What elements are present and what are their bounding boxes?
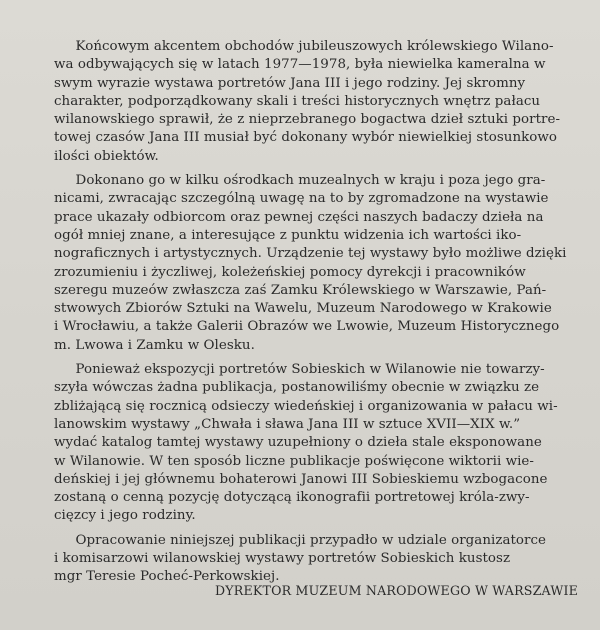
text-line: i Wrocławiu, a także Galerii Obrazów we Lwowie, Muzeum Historycznego: [54, 319, 560, 335]
text-line: Dokonano go w kilku ośrodkach muzealnych w kraju i poza jego gra-: [54, 173, 546, 189]
text-line: szeregu muzeów zwłaszcza zaś Zamku Królewskiego w Warszawie, Pań-: [54, 282, 547, 298]
paragraph-2: [54, 172, 566, 355]
text-line: m. Lwowa i Zamku w Olesku.: [54, 337, 255, 353]
text-line: Ponieważ ekspozycji portretów Sobieskich w Wilanowie nie towarzy-: [54, 362, 545, 378]
text-line: prace ukazały odbiorcom oraz pewnej części naszych badaczy dzieła na: [54, 209, 544, 225]
text-line: zrozumieniu i życzliwej, koleżeńskiej pomocy dyrekcji i pracowników: [54, 264, 526, 280]
text-line: lanowskim wystawy „Chwała i sława Jana III w sztuce XVII—XIX w.”: [54, 416, 521, 432]
text-line: wilanowskiego sprawił, że z nieprzebranego bogactwa dzieł sztuki portre-: [54, 112, 561, 128]
text-line: cięzcy i jego rodziny.: [54, 508, 196, 524]
text-line: nograficznych i artystycznych. Urządzenie tej wystawy było możliwe dzięki: [54, 246, 567, 262]
text-line: stwowych Zbiorów Sztuki na Wawelu, Muzeum Narodowego w Krakowie: [54, 301, 552, 317]
text-line: Opracowanie niniejszej publikacji przypadło w udziale organizatorce: [54, 532, 546, 548]
text-line: Końcowym akcentem obchodów jubileuszowych królewskiego Wilano-: [54, 39, 554, 54]
text-line: ogół mniej znane, a interesujące z punktu widzenia ich wartości iko-: [54, 227, 522, 243]
text-line: charakter, podporządkowany skali i treści historycznych wnętrz pałacu: [54, 93, 541, 109]
text-line: towej czasów Jana III musiał być dokonany wybór niewielkiej stosunkowo: [54, 130, 558, 146]
text-line: szyła wówczas żadna publikacja, postanowiliśmy obecnie w związku ze: [54, 380, 540, 396]
text-line: w Wilanowie. W ten sposób liczne publikacje poświęcone wiktorii wie-: [54, 453, 534, 469]
text-line: swym wyrazie wystawa portretów Jana III i jego rodziny. Jej skromny: [54, 75, 526, 91]
text-line: wydać katalog tamtej wystawy uzupełniony o dzieła stale eksponowane: [54, 435, 542, 451]
text-line: wa odbywających się w latach 1977—1978, była niewielka kameralna w: [54, 57, 546, 73]
text-line: mgr Teresie Pocheć-Perkowskiej.: [54, 569, 280, 585]
text-line: nicami, zwracając szczególną uwagę na to by zgromadzone na wystawie: [54, 191, 549, 207]
text-line: ilości obiektów.: [54, 148, 159, 164]
paragraph-4: [54, 532, 566, 587]
paragraph-3: [54, 361, 566, 526]
signature-line: DYREKTOR MUZEUM NARODOWEGO W WARSZAWIE: [215, 583, 579, 598]
text-line: zostaną o cenną pozycję dotyczącą ikonografii portretowej króla-zwy-: [54, 490, 530, 506]
text-line: deńskiej i jej głównemu bohaterowi Janowi III Sobieskiemu wzbogacone: [54, 471, 548, 487]
text-line: zbliżającą się rocznicą odsieczy wiedeńskiej i organizowania w pałacu wi-: [54, 398, 558, 414]
paragraph-1: [54, 38, 566, 166]
text-line: i komisarzowi wilanowskiej wystawy portretów Sobieskich kustosz: [54, 551, 511, 567]
body-text: [54, 38, 566, 593]
